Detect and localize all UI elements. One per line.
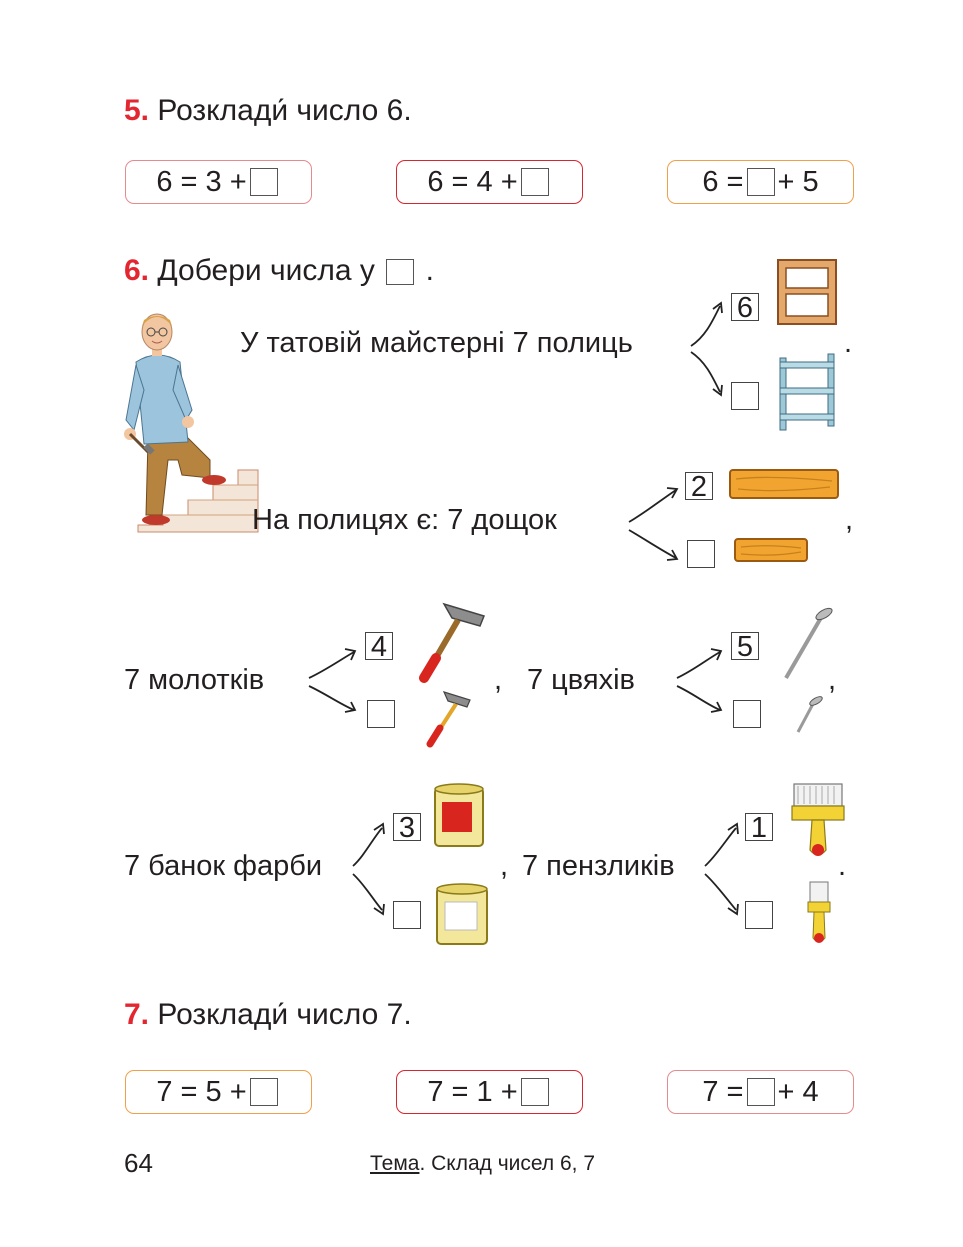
- full-paint-can-icon: [430, 780, 488, 852]
- nails-answer-box[interactable]: [733, 700, 761, 728]
- paint-given-number: 3: [393, 813, 421, 841]
- task-5-number: 5.: [124, 94, 150, 127]
- paint-answer-box[interactable]: [393, 901, 421, 929]
- boards-given-number: 2: [685, 472, 713, 500]
- narrow-brush-icon: [804, 880, 834, 948]
- brushes-sentence: 7 пензликів: [522, 850, 675, 882]
- equation-text: 6 =: [702, 165, 744, 198]
- paint-separator: ,: [500, 850, 509, 882]
- boards-split-arrows: [626, 478, 686, 578]
- equation-text: + 4: [777, 1075, 819, 1108]
- theme-label: Тема: [370, 1152, 420, 1175]
- theme-text: . Склад чисел 6, 7: [419, 1152, 595, 1175]
- brushes-end-period: .: [838, 850, 847, 882]
- shelves-end-period: .: [844, 327, 853, 359]
- answer-box[interactable]: [521, 168, 549, 196]
- equation-text: 6 = 4 +: [427, 165, 518, 198]
- equation-box-2: [396, 160, 583, 204]
- answer-box[interactable]: [747, 1078, 775, 1106]
- boards-answer-box[interactable]: [687, 540, 715, 568]
- task-6-title: [124, 254, 434, 288]
- nails-given-number: 5: [731, 632, 759, 660]
- task-7-text: Розклади́ число 7.: [157, 998, 412, 1031]
- task-6-number: 6.: [124, 254, 150, 287]
- brushes-given-number: 1: [745, 813, 773, 841]
- task-5-text: Розклади́ число 6.: [157, 94, 412, 127]
- empty-paint-can-icon: [432, 880, 492, 950]
- equation-box-1: [125, 160, 312, 204]
- task-7-title: [124, 998, 412, 1032]
- answer-box[interactable]: [521, 1078, 549, 1106]
- nails-sentence: 7 цвяхів: [527, 664, 635, 696]
- hammers-separator: ,: [494, 664, 503, 696]
- shelves-split-arrows: [688, 292, 734, 404]
- boards-end-comma: ,: [845, 504, 854, 536]
- metal-rack-icon: [776, 352, 838, 432]
- answer-box[interactable]: [250, 168, 278, 196]
- nails-end-comma: ,: [828, 664, 837, 696]
- wooden-shelf-icon: [776, 258, 838, 326]
- hammers-sentence: 7 молотків: [124, 664, 265, 696]
- hammers-split-arrows: [306, 640, 362, 720]
- footer-theme: [370, 1152, 595, 1176]
- equation-text: 7 = 5 +: [156, 1075, 247, 1108]
- page-number: 64: [124, 1148, 153, 1178]
- task-7-number: 7.: [124, 998, 150, 1031]
- task-6-period: .: [425, 254, 434, 287]
- paint-sentence: 7 банок фарби: [124, 850, 323, 882]
- brushes-answer-box[interactable]: [745, 901, 773, 929]
- shelves-sentence: У татовій майстерні 7 полиць: [240, 327, 633, 359]
- equation-text: 6 = 3 +: [156, 165, 247, 198]
- long-board-icon: [728, 467, 840, 501]
- equation-text: + 5: [777, 165, 819, 198]
- paint-split-arrows: [350, 818, 392, 920]
- shelves-given-number: 6: [731, 293, 759, 321]
- small-hammer-icon: [420, 688, 476, 748]
- short-board-icon: [733, 537, 809, 563]
- brushes-split-arrows: [702, 818, 746, 920]
- equation-box-3: [667, 160, 854, 204]
- short-nail-icon: [790, 694, 826, 736]
- sample-box: [386, 259, 414, 285]
- equation-text: 7 = 1 +: [427, 1075, 518, 1108]
- boards-sentence: На полицях є: 7 дощок: [252, 504, 557, 536]
- task-6-text: Добери числа у: [157, 254, 375, 287]
- shelves-answer-box[interactable]: [731, 382, 759, 410]
- answer-box[interactable]: [250, 1078, 278, 1106]
- equation-box-4: [125, 1070, 312, 1114]
- equation-box-6: [667, 1070, 854, 1114]
- task-5-title: [124, 94, 412, 128]
- answer-box[interactable]: [747, 168, 775, 196]
- equation-box-5: [396, 1070, 583, 1114]
- hammers-answer-box[interactable]: [367, 700, 395, 728]
- nails-split-arrows: [674, 640, 728, 720]
- equation-text: 7 =: [702, 1075, 744, 1108]
- big-hammer-icon: [412, 598, 490, 684]
- hammers-given-number: 4: [365, 632, 393, 660]
